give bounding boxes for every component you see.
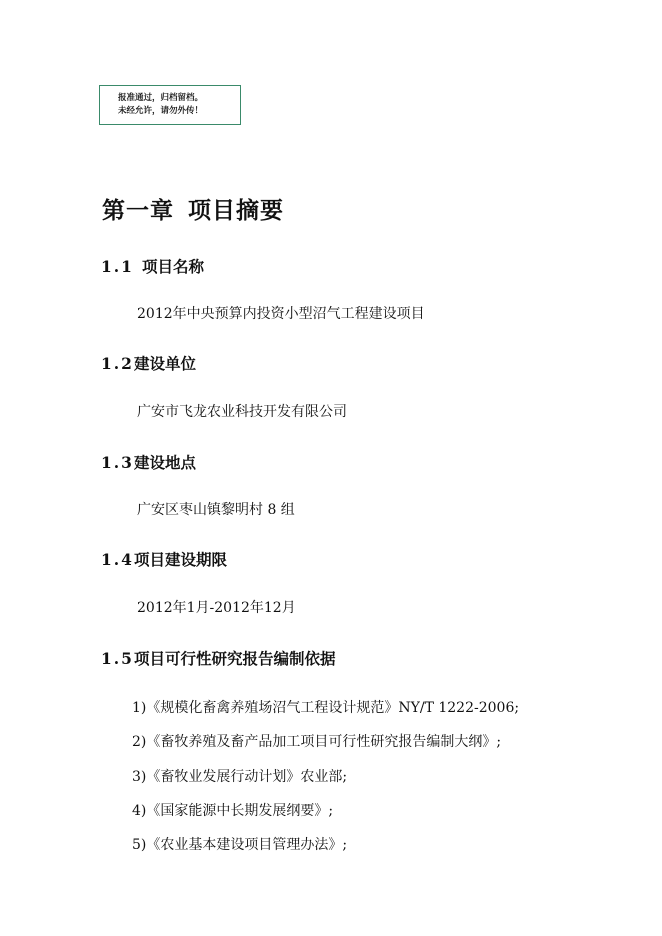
reference-item: 3)《畜牧业发展行动计划》农业部; [132,769,348,785]
section-heading-1-5 [101,647,335,669]
section-number: 1.2 [101,354,134,373]
section-title: 项目建设期限 [133,550,227,569]
chapter-heading [102,192,284,225]
section-title: 建设地点 [133,453,196,472]
approval-stamp [99,85,241,125]
project-name-text: 2012年中央预算内投资小型沼气工程建设项目 [137,306,425,322]
section-number: 1.3 [101,453,134,472]
section-number: 1.1 [101,257,134,276]
construction-unit-text: 广安市飞龙农业科技开发有限公司 [137,404,347,420]
reference-item: 2)《畜牧养殖及畜产品加工项目可行性研究报告编制大纲》; [132,734,502,750]
reference-item: 1)《规模化畜禽养殖场沼气工程设计规范》NY/T 1222-2006; [132,700,520,716]
section-title: 建设单位 [133,354,196,373]
section-number: 1.4 [101,550,134,569]
section-title: 项目名称 [141,257,204,276]
stamp-line-1: 报准通过，归档留档。 [118,93,204,103]
section-number: 1.5 [101,649,134,668]
reference-item: 4)《国家能源中长期发展纲要》; [132,803,334,819]
section-heading-1-4 [101,548,227,570]
stamp-line-2: 未经允许，请勿外传！ [118,106,204,116]
reference-item: 5)《农业基本建设项目管理办法》; [132,837,348,853]
section-heading-1-2 [101,352,196,374]
construction-period-text: 2012年1月-2012年12月 [137,600,296,616]
chapter-number: 第一章 [102,197,174,224]
chapter-title: 项目摘要 [188,197,284,224]
construction-site-text: 广安区枣山镇黎明村 8 组 [137,502,295,518]
section-heading-1-3 [101,451,196,473]
section-title: 项目可行性研究报告编制依据 [133,649,336,668]
section-heading-1-1 [101,255,204,277]
